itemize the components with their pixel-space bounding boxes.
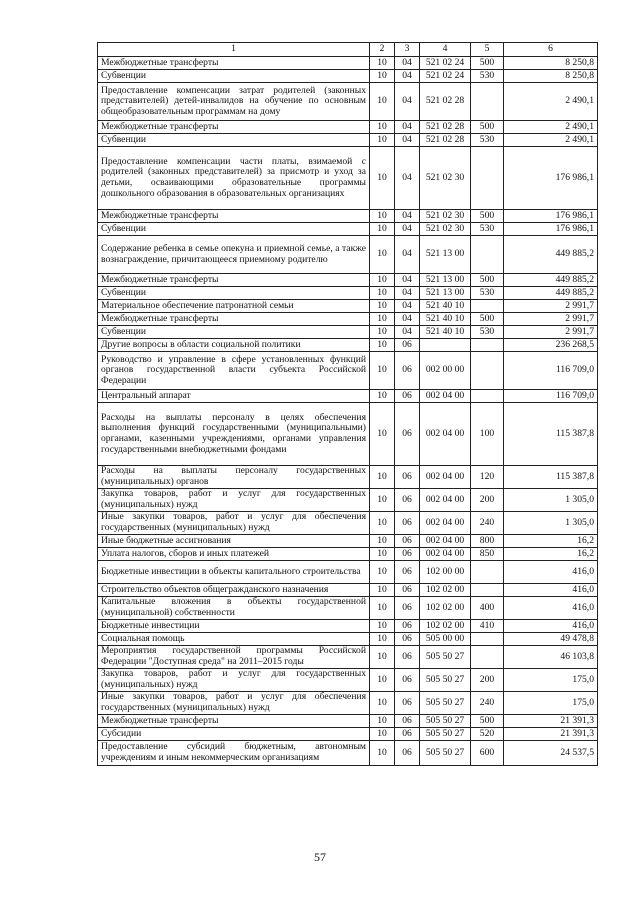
row-subsection: 04 (395, 70, 420, 83)
row-section: 10 (370, 390, 395, 403)
table-row (98, 390, 598, 403)
row-amount: 449 885,2 (504, 236, 598, 274)
row-target-article: 505 50 27 (420, 715, 471, 728)
row-target-article: 102 02 00 (420, 620, 471, 633)
row-name: Иные закупки товаров, работ и услуг для обеспечения государственных (муниципальных) нужд (98, 512, 370, 535)
row-section: 10 (370, 646, 395, 669)
row-expense-type (471, 339, 504, 352)
row-target-article: 521 02 28 (420, 83, 471, 121)
row-expense-type: 500 (471, 121, 504, 134)
row-subsection: 06 (395, 728, 420, 741)
budget-table-container (97, 42, 597, 766)
row-section: 10 (370, 274, 395, 287)
row-subsection: 06 (395, 620, 420, 633)
row-name: Мероприятия государственной программы Российской Федерации "Доступная среда" на 2011–2015 годы (98, 646, 370, 669)
row-section: 10 (370, 313, 395, 326)
row-subsection: 06 (395, 646, 420, 669)
table-row (98, 274, 598, 287)
row-amount: 416,0 (504, 584, 598, 597)
row-section: 10 (370, 584, 395, 597)
row-target-article: 521 13 00 (420, 287, 471, 300)
row-name: Межбюджетные трансферты (98, 274, 370, 287)
row-target-article: 505 50 27 (420, 728, 471, 741)
row-expense-type: 120 (471, 466, 504, 489)
row-subsection: 06 (395, 390, 420, 403)
row-expense-type (471, 390, 504, 403)
row-target-article: 521 13 00 (420, 274, 471, 287)
row-target-article: 521 02 24 (420, 70, 471, 83)
row-amount: 2 991,7 (504, 326, 598, 339)
row-target-article: 521 02 28 (420, 121, 471, 134)
row-subsection: 06 (395, 352, 420, 390)
row-expense-type: 530 (471, 70, 504, 83)
row-target-article: 002 00 00 (420, 352, 471, 390)
row-subsection: 06 (395, 584, 420, 597)
table-row (98, 326, 598, 339)
row-target-article: 521 02 30 (420, 147, 471, 210)
row-subsection: 06 (395, 403, 420, 466)
row-section: 10 (370, 300, 395, 313)
row-name: Субсидии (98, 728, 370, 741)
table-row (98, 489, 598, 512)
table-row (98, 147, 598, 210)
row-subsection: 06 (395, 561, 420, 584)
row-amount: 115 387,8 (504, 403, 598, 466)
row-subsection: 06 (395, 548, 420, 561)
row-target-article: 002 04 00 (420, 512, 471, 535)
row-amount: 8 250,8 (504, 57, 598, 70)
row-section: 10 (370, 134, 395, 147)
row-target-article: 002 04 00 (420, 489, 471, 512)
row-subsection: 04 (395, 223, 420, 236)
row-section: 10 (370, 728, 395, 741)
row-amount: 16,2 (504, 535, 598, 548)
row-section: 10 (370, 57, 395, 70)
row-amount: 449 885,2 (504, 274, 598, 287)
row-amount: 116 709,0 (504, 352, 598, 390)
row-name: Бюджетные инвестиции (98, 620, 370, 633)
row-expense-type (471, 147, 504, 210)
row-target-article: 002 04 00 (420, 390, 471, 403)
row-amount: 2 991,7 (504, 300, 598, 313)
table-row (98, 70, 598, 83)
row-expense-type: 400 (471, 597, 504, 620)
row-amount: 1 305,0 (504, 489, 598, 512)
row-section: 10 (370, 741, 395, 766)
row-section: 10 (370, 489, 395, 512)
table-row (98, 339, 598, 352)
row-name: Бюджетные инвестиции в объекты капитального строительства (98, 561, 370, 584)
row-target-article (420, 339, 471, 352)
row-amount: 176 986,1 (504, 210, 598, 223)
row-expense-type: 240 (471, 692, 504, 715)
table-row (98, 646, 598, 669)
row-subsection: 04 (395, 326, 420, 339)
row-expense-type: 410 (471, 620, 504, 633)
row-subsection: 04 (395, 57, 420, 70)
row-target-article: 521 02 30 (420, 210, 471, 223)
table-row (98, 561, 598, 584)
table-header-row (98, 43, 598, 57)
row-subsection: 04 (395, 287, 420, 300)
row-subsection: 06 (395, 633, 420, 646)
row-subsection: 04 (395, 83, 420, 121)
table-row (98, 313, 598, 326)
row-expense-type: 530 (471, 287, 504, 300)
row-section: 10 (370, 692, 395, 715)
row-expense-type (471, 236, 504, 274)
row-subsection: 04 (395, 134, 420, 147)
row-name: Социальная помощь (98, 633, 370, 646)
table-row (98, 741, 598, 766)
row-expense-type: 100 (471, 403, 504, 466)
table-row (98, 548, 598, 561)
header-col-5: 5 (471, 43, 504, 57)
row-name: Другие вопросы в области социальной политики (98, 339, 370, 352)
row-expense-type: 530 (471, 326, 504, 339)
table-row (98, 287, 598, 300)
table-row (98, 300, 598, 313)
row-section: 10 (370, 403, 395, 466)
row-subsection: 04 (395, 121, 420, 134)
row-target-article: 521 40 10 (420, 300, 471, 313)
row-section: 10 (370, 669, 395, 692)
row-name: Межбюджетные трансферты (98, 121, 370, 134)
row-name: Руководство и управление в сфере установленных функций органов государственной власти субъекта Российской Федерации (98, 352, 370, 390)
row-section: 10 (370, 633, 395, 646)
row-name: Иные закупки товаров, работ и услуг для обеспечения государственных (муниципальных) нужд (98, 692, 370, 715)
row-amount: 21 391,3 (504, 728, 598, 741)
row-subsection: 06 (395, 339, 420, 352)
row-amount: 24 537,5 (504, 741, 598, 766)
row-expense-type (471, 646, 504, 669)
row-amount: 175,0 (504, 692, 598, 715)
row-amount: 176 986,1 (504, 223, 598, 236)
row-section: 10 (370, 210, 395, 223)
table-row (98, 692, 598, 715)
row-section: 10 (370, 466, 395, 489)
row-target-article: 505 50 27 (420, 646, 471, 669)
row-target-article: 521 13 00 (420, 236, 471, 274)
row-subsection: 06 (395, 512, 420, 535)
row-name: Уплата налогов, сборов и иных платежей (98, 548, 370, 561)
row-target-article: 102 02 00 (420, 584, 471, 597)
table-row (98, 236, 598, 274)
row-amount: 236 268,5 (504, 339, 598, 352)
row-target-article: 002 04 00 (420, 466, 471, 489)
row-expense-type: 520 (471, 728, 504, 741)
row-subsection: 06 (395, 597, 420, 620)
row-amount: 449 885,2 (504, 287, 598, 300)
row-target-article: 521 02 24 (420, 57, 471, 70)
row-amount: 21 391,3 (504, 715, 598, 728)
row-expense-type (471, 352, 504, 390)
table-row (98, 597, 598, 620)
budget-table (97, 42, 598, 766)
table-row (98, 633, 598, 646)
row-section: 10 (370, 287, 395, 300)
row-target-article: 521 02 28 (420, 134, 471, 147)
table-row (98, 512, 598, 535)
row-name: Иные бюджетные ассигнования (98, 535, 370, 548)
row-expense-type: 500 (471, 313, 504, 326)
row-name: Предоставление субсидий бюджетным, автономным учреждениям и иным некоммерческим организациям (98, 741, 370, 766)
row-name: Содержание ребенка в семье опекуна и приемной семье, а также вознаграждение, причитающееся приемному родителю (98, 236, 370, 274)
row-expense-type (471, 584, 504, 597)
row-name: Субвенции (98, 287, 370, 300)
row-subsection: 04 (395, 147, 420, 210)
row-section: 10 (370, 236, 395, 274)
row-name: Закупка товаров, работ и услуг для государственных (муниципальных) нужд (98, 669, 370, 692)
row-target-article: 002 04 00 (420, 548, 471, 561)
row-target-article: 102 02 00 (420, 597, 471, 620)
row-name: Межбюджетные трансферты (98, 715, 370, 728)
table-row (98, 210, 598, 223)
row-subsection: 04 (395, 300, 420, 313)
table-row (98, 57, 598, 70)
row-target-article: 521 02 30 (420, 223, 471, 236)
row-target-article: 521 40 10 (420, 313, 471, 326)
row-subsection: 06 (395, 669, 420, 692)
row-name: Предоставление компенсации части платы, взимаемой с родителей (законных представителей) за присмотр и уход за детьми, осваивающими образовательные программы дошкольного образования в образовательных организациях (98, 147, 370, 210)
row-name: Капитальные вложения в объекты государственной (муниципальной) собственности (98, 597, 370, 620)
row-name: Закупка товаров, работ и услуг для государственных (муниципальных) нужд (98, 489, 370, 512)
row-expense-type (471, 300, 504, 313)
header-col-1: 1 (98, 43, 370, 57)
header-col-2: 2 (370, 43, 395, 57)
row-subsection: 06 (395, 489, 420, 512)
row-expense-type: 200 (471, 489, 504, 512)
row-subsection: 06 (395, 692, 420, 715)
row-amount: 2 490,1 (504, 121, 598, 134)
table-row (98, 134, 598, 147)
row-amount: 8 250,8 (504, 70, 598, 83)
row-name: Субвенции (98, 134, 370, 147)
row-amount: 115 387,8 (504, 466, 598, 489)
row-expense-type: 240 (471, 512, 504, 535)
row-target-article: 505 00 00 (420, 633, 471, 646)
row-amount: 16,2 (504, 548, 598, 561)
row-expense-type: 850 (471, 548, 504, 561)
row-name: Субвенции (98, 326, 370, 339)
row-target-article: 521 40 10 (420, 326, 471, 339)
row-name: Субвенции (98, 70, 370, 83)
row-section: 10 (370, 620, 395, 633)
row-amount: 2 490,1 (504, 134, 598, 147)
row-section: 10 (370, 597, 395, 620)
table-row (98, 83, 598, 121)
row-target-article: 002 04 00 (420, 403, 471, 466)
table-row (98, 466, 598, 489)
row-subsection: 04 (395, 274, 420, 287)
row-amount: 175,0 (504, 669, 598, 692)
row-amount: 1 305,0 (504, 512, 598, 535)
table-row (98, 620, 598, 633)
row-amount: 416,0 (504, 620, 598, 633)
row-name: Межбюджетные трансферты (98, 313, 370, 326)
row-section: 10 (370, 561, 395, 584)
row-expense-type (471, 83, 504, 121)
row-target-article: 505 50 27 (420, 669, 471, 692)
row-section: 10 (370, 121, 395, 134)
page-number: 57 (314, 850, 326, 864)
row-amount: 46 103,8 (504, 646, 598, 669)
row-expense-type: 500 (471, 274, 504, 287)
row-expense-type: 530 (471, 223, 504, 236)
row-expense-type (471, 633, 504, 646)
row-section: 10 (370, 83, 395, 121)
row-amount: 416,0 (504, 561, 598, 584)
row-name: Расходы на выплаты персоналу в целях обеспечения выполнения функций государственными (муниципальными) органами, казенными учреждениями, органами управления государственными внебюджетными фондами (98, 403, 370, 466)
row-expense-type: 200 (471, 669, 504, 692)
row-subsection: 06 (395, 741, 420, 766)
row-section: 10 (370, 223, 395, 236)
row-section: 10 (370, 548, 395, 561)
row-expense-type: 530 (471, 134, 504, 147)
row-expense-type (471, 561, 504, 584)
table-row (98, 715, 598, 728)
row-subsection: 04 (395, 210, 420, 223)
row-expense-type: 800 (471, 535, 504, 548)
table-row (98, 223, 598, 236)
row-name: Строительство объектов общегражданского назначения (98, 584, 370, 597)
row-section: 10 (370, 535, 395, 548)
row-section: 10 (370, 70, 395, 83)
row-expense-type: 500 (471, 210, 504, 223)
row-amount: 116 709,0 (504, 390, 598, 403)
row-subsection: 04 (395, 313, 420, 326)
header-col-6: 6 (504, 43, 598, 57)
row-target-article: 505 50 27 (420, 692, 471, 715)
table-row (98, 403, 598, 466)
header-col-4: 4 (420, 43, 471, 57)
table-row (98, 352, 598, 390)
table-row (98, 535, 598, 548)
row-subsection: 06 (395, 715, 420, 728)
table-row (98, 121, 598, 134)
row-name: Субвенции (98, 223, 370, 236)
table-row (98, 669, 598, 692)
row-name: Расходы на выплаты персоналу государственных (муниципальных) органов (98, 466, 370, 489)
row-target-article: 505 50 27 (420, 741, 471, 766)
row-amount: 416,0 (504, 597, 598, 620)
row-expense-type: 500 (471, 57, 504, 70)
row-section: 10 (370, 147, 395, 210)
row-amount: 2 490,1 (504, 83, 598, 121)
row-name: Материальное обеспечение патронатной семьи (98, 300, 370, 313)
row-name: Центральный аппарат (98, 390, 370, 403)
row-name: Межбюджетные трансферты (98, 210, 370, 223)
row-target-article: 102 00 00 (420, 561, 471, 584)
row-section: 10 (370, 339, 395, 352)
row-section: 10 (370, 715, 395, 728)
row-subsection: 06 (395, 466, 420, 489)
row-subsection: 06 (395, 535, 420, 548)
row-subsection: 04 (395, 236, 420, 274)
row-section: 10 (370, 326, 395, 339)
row-amount: 2 991,7 (504, 313, 598, 326)
row-name: Межбюджетные трансферты (98, 57, 370, 70)
row-expense-type: 600 (471, 741, 504, 766)
table-row (98, 728, 598, 741)
row-section: 10 (370, 352, 395, 390)
header-col-3: 3 (395, 43, 420, 57)
row-expense-type: 500 (471, 715, 504, 728)
row-name: Предоставление компенсации затрат родителей (законных представителей) детей-инвалидов на обучение по основным общеобразовательным программам на дому (98, 83, 370, 121)
row-section: 10 (370, 512, 395, 535)
table-row (98, 584, 598, 597)
row-amount: 49 478,8 (504, 633, 598, 646)
row-amount: 176 986,1 (504, 147, 598, 210)
row-target-article: 002 04 00 (420, 535, 471, 548)
